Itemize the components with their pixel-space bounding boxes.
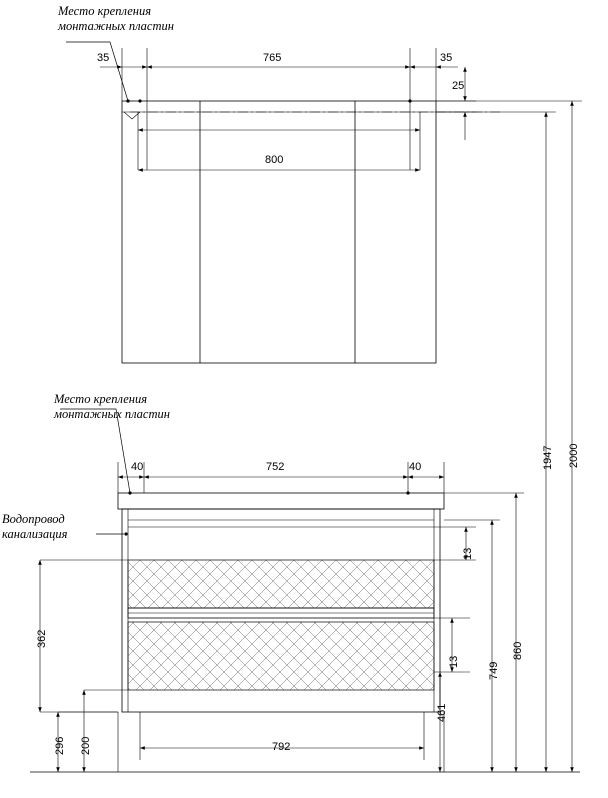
dim-label-lower-left-offset: 40	[131, 461, 144, 473]
annotation-line-2: монтажных пластин	[58, 19, 174, 33]
dim-label-height-860: 860	[512, 641, 524, 660]
dim-label-height-749: 749	[488, 661, 500, 680]
annotation-line-1: Водопровод	[2, 512, 65, 526]
dim-label-lower-right-offset: 40	[409, 461, 422, 473]
dim-label-upper-top-height: 25	[452, 80, 465, 92]
annotation-mount-plates-top	[58, 4, 174, 34]
dim-label-height-296: 296	[54, 736, 66, 755]
dim-label-height-1947: 1947	[542, 445, 554, 470]
dim-label-drawer-gap-mid: 13	[448, 655, 460, 668]
annotation-line-1: Место крепления	[54, 392, 148, 406]
annotation-line-1: Место крепления	[58, 4, 152, 18]
annotation-line-2: канализация	[2, 527, 68, 541]
dim-label-height-461: 461	[436, 703, 448, 722]
annotation-plumbing	[2, 512, 67, 542]
dim-label-height-200: 200	[80, 736, 92, 755]
dim-label-lower-center-span: 752	[266, 461, 285, 473]
dim-label-drawer-gap-top: 13	[462, 547, 474, 560]
dim-label-height-2000: 2000	[568, 443, 580, 468]
annotation-mount-plates-bottom	[54, 392, 170, 422]
dim-label-height-362: 362	[36, 629, 48, 648]
dim-label-upper-left-offset: 35	[97, 52, 110, 64]
dim-label-lower-bottom-width: 792	[272, 741, 291, 753]
dim-label-upper-total-width: 800	[265, 154, 284, 166]
dim-label-upper-right-offset: 35	[440, 52, 453, 64]
annotation-line-2: монтажных пластин	[54, 407, 170, 421]
dim-label-upper-center-span: 765	[263, 52, 282, 64]
